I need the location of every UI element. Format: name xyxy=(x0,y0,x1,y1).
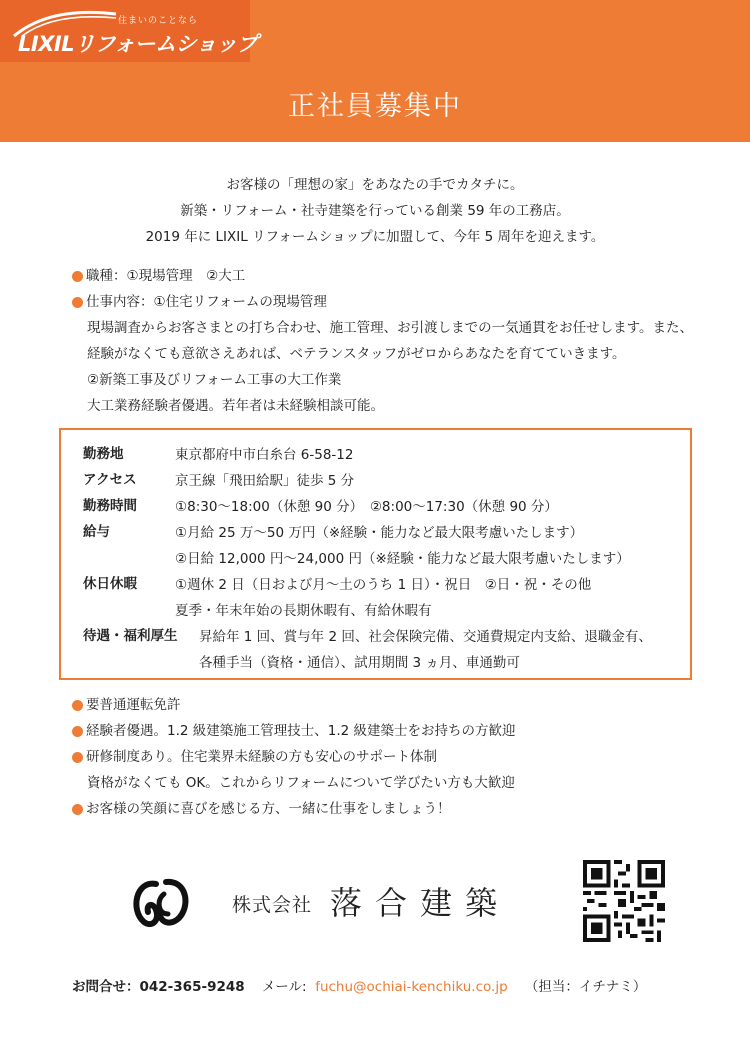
intro-line: 新築・リフォーム・社寺建築を行っている創業 59 年の工務店。 xyxy=(180,203,570,219)
location-row xyxy=(83,442,353,468)
job-type: 職種：①現場管理 ②大工 xyxy=(86,268,246,284)
access-label: アクセス xyxy=(83,472,137,488)
holiday-label: 休日休暇 xyxy=(83,576,137,592)
location-value: 東京都府中市白糸台 6-58-12 xyxy=(175,447,354,463)
benefits-label: 待遇・福利厚生 xyxy=(83,628,178,644)
bullet-dot-icon xyxy=(72,726,83,737)
list-item xyxy=(72,289,693,315)
qr-code-icon[interactable] xyxy=(583,860,665,942)
requirement-text: 経験者優遇。1.2 級建築施工管理技士、1.2 級建築士をお持ちの方歓迎 xyxy=(86,723,516,739)
contact-person: （担当：イチナミ） xyxy=(524,979,647,995)
holiday-row xyxy=(83,572,591,624)
company-prefix: 株式会社 xyxy=(232,894,313,916)
hours-value: ①8:30～18:00（休憩 90 分） ②8:00～17:30（休憩 90 分） xyxy=(175,499,558,515)
holiday-line: ①週休 2 日（日および月～土のうち 1 日）・祝日 ②日・祝・その他 xyxy=(175,577,592,593)
list-item xyxy=(72,692,516,718)
job-description xyxy=(72,263,693,419)
intro-text xyxy=(0,172,750,250)
benefits-line: 昇給年 1 回、賞与年 2 回、社会保険完備、交通費規定内支給、退職金有、 xyxy=(199,629,652,645)
hours-row xyxy=(83,494,558,520)
intro-line: 2019 年に LIXIL リフォームショップに加盟して、今年 5 周年を迎えます。 xyxy=(145,229,605,245)
contact-phone[interactable]: お問合せ：042-365-9248 xyxy=(72,979,245,995)
list-item xyxy=(72,744,516,770)
bullet-dot-icon xyxy=(72,297,83,308)
bullet-dot-icon xyxy=(72,752,83,763)
list-item xyxy=(72,263,693,289)
header-banner xyxy=(0,0,750,142)
location-label: 勤務地 xyxy=(83,446,124,462)
logo-tagline: 住まいのことなら xyxy=(118,16,199,26)
duties-line: ②新築工事及びリフォーム工事の大工作業 xyxy=(87,372,342,388)
duties-line: 大工業務経験者優遇。若年者は未経験相談可能。 xyxy=(87,398,384,414)
mail-label: メール: xyxy=(261,979,307,995)
requirement-text: お客様の笑顔に喜びを感じる方、一緒に仕事をしましょう！ xyxy=(86,801,451,817)
hours-label: 勤務時間 xyxy=(83,498,137,514)
contact-line xyxy=(72,975,646,995)
requirement-text: 要普通運転免許 xyxy=(86,697,181,713)
company-name: 落合建築 xyxy=(330,884,511,922)
access-row xyxy=(83,468,354,494)
salary-row xyxy=(83,520,630,572)
duties-line: 現場調査からお客さまとの打ち合わせ、施工管理、お引渡しまでの一気通貫をお任せします。また、 xyxy=(87,320,694,336)
company-block xyxy=(0,860,750,950)
bullet-dot-icon xyxy=(72,700,83,711)
requirements-list xyxy=(72,692,516,822)
list-item xyxy=(72,796,516,822)
page-title: 正社員募集中 xyxy=(288,91,462,122)
salary-label: 給与 xyxy=(83,524,110,540)
access-value: 京王線「飛田給駅」徒歩 5 分 xyxy=(175,473,355,489)
duties-title: 仕事内容：①住宅リフォームの現場管理 xyxy=(86,294,327,310)
salary-line: ①月給 25 万～50 万円（※経験・能力など最大限考慮いたします） xyxy=(175,525,584,541)
bullet-dot-icon xyxy=(72,271,83,282)
job-details-box xyxy=(59,428,692,680)
requirement-text: 研修制度あり。住宅業界未経験の方も安心のサポート体制 xyxy=(86,749,437,765)
holiday-line: 夏季・年末年始の長期休暇有、有給休暇有 xyxy=(175,603,432,619)
benefits-row xyxy=(83,624,652,676)
salary-line: ②日給 12,000 円～24,000 円（※経験・能力など最大限考慮いたします） xyxy=(175,551,630,567)
contact-email-link[interactable]: fuchu@ochiai-kenchiku.co.jp xyxy=(315,979,508,995)
company-logo-icon xyxy=(126,870,192,936)
lixil-logo[interactable] xyxy=(0,0,258,62)
requirement-continuation: 資格がなくても OK。これからリフォームについて学びたい方も大歓迎 xyxy=(87,775,515,791)
bullet-dot-icon xyxy=(72,804,83,815)
list-item xyxy=(72,718,516,744)
benefits-line: 各種手当（資格・通信）、試用期間 3 ヵ月、車通勤可 xyxy=(199,655,520,671)
logo-text: LIXILリフォームショップ xyxy=(18,32,258,56)
duties-line: 経験がなくても意欲さえあれば、ベテランスタッフがゼロからあなたを育てていきます。 xyxy=(87,346,626,362)
intro-line: お客様の「理想の家」をあなたの手でカタチに。 xyxy=(226,177,524,193)
